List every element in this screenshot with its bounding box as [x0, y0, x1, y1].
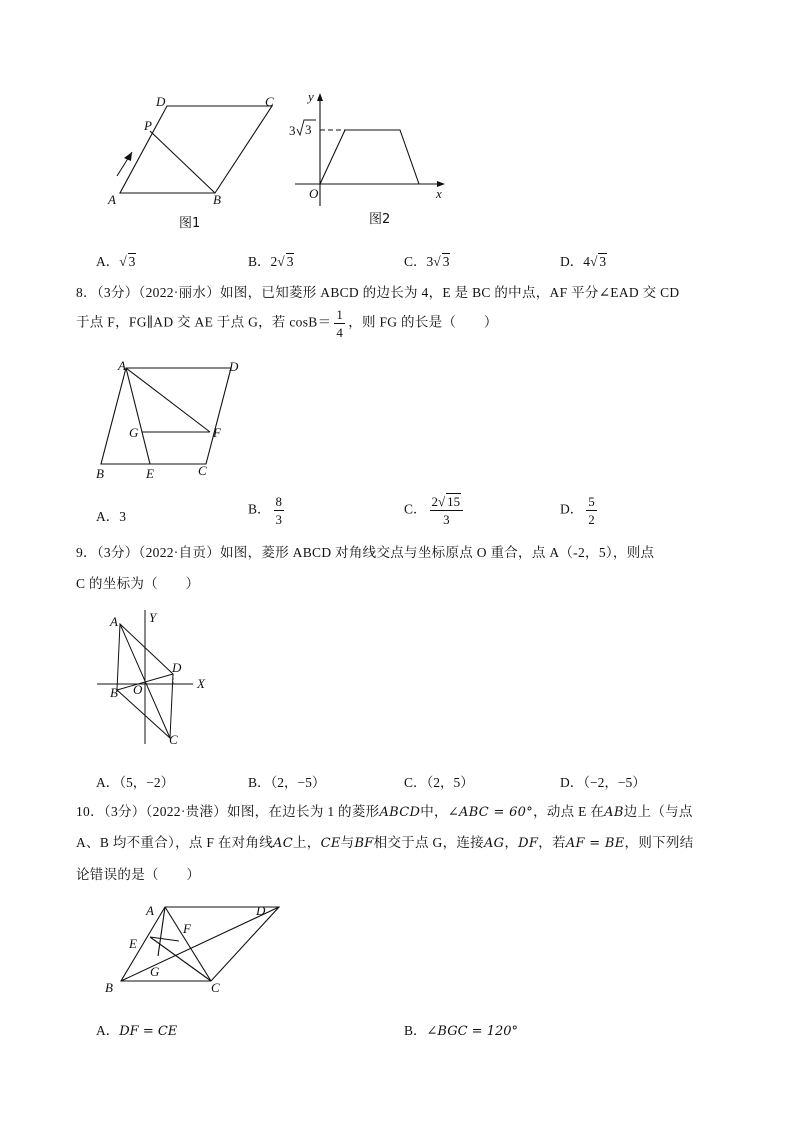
q10-stem-text: ，若: [538, 835, 566, 850]
q10-label-D: D: [256, 903, 266, 918]
fig2-label-O: O: [309, 186, 319, 201]
fig2-label-y: y: [308, 89, 314, 104]
q9-label-C: C: [169, 732, 178, 747]
q9-stem-line1: 9．（3分）（2022·自贡）如图，菱形 ABCD 对角线交点与坐标原点 O 重合，点 A（-2，5），则点: [76, 545, 655, 560]
fraction-numerator: 1: [336, 307, 344, 322]
q10-figure: [98, 895, 288, 1000]
q9-option-b[interactable]: B．（2，−5）: [248, 775, 326, 790]
fig2-caption: 图2: [369, 212, 391, 227]
coefficient: 3: [426, 254, 434, 269]
option-prefix: C．: [404, 254, 427, 269]
fraction-denominator: 3: [275, 512, 283, 527]
q8-stem-line1: 8．（3分）（2022·丽水）如图，已知菱形 ABCD 的边长为 4，E 是 BC 的中点，AF 平分∠EAD 交 CD: [76, 285, 680, 300]
q7-option-a[interactable]: [96, 250, 136, 270]
q10-stem-text: ，: [504, 835, 519, 850]
q10-label-E: E: [129, 936, 137, 951]
q8-label-G: G: [129, 425, 139, 440]
fig1-label-A: A: [108, 192, 116, 207]
q10-label-F: F: [183, 921, 191, 936]
q8-stem-text: 于点 F，FG∥AD 交 AE 于点 G，若 cosB＝: [76, 314, 332, 330]
q8-option-c[interactable]: [404, 495, 466, 526]
q8-figure: [88, 356, 258, 486]
q9-option-d[interactable]: D．（−2，−5）: [560, 775, 646, 790]
fraction-numerator: 8: [275, 494, 283, 509]
fraction-denominator: 3: [443, 512, 450, 527]
fig2-label-x: x: [436, 186, 442, 201]
q9-label-A: A: [110, 614, 118, 629]
fig1-caption: 图1: [179, 216, 201, 231]
fraction-numerator: [430, 495, 464, 511]
math-expression: AB: [604, 805, 624, 820]
q7-option-b[interactable]: [248, 250, 294, 270]
q9-label-D: D: [172, 660, 182, 675]
q8-label-E: E: [146, 466, 154, 481]
q10-label-C: C: [211, 980, 220, 995]
option-prefix: A．: [96, 254, 120, 269]
sqrt-symbol: √ 15: [438, 494, 461, 509]
q8-fraction: [334, 308, 345, 339]
coefficient: 4: [583, 254, 590, 269]
q8-label-A: A: [118, 358, 126, 373]
q10-stem-text: 上，: [292, 835, 321, 850]
q8-option-a[interactable]: A．3: [96, 509, 126, 524]
q10-stem-text: 边上（与点: [623, 804, 693, 819]
radicand: 3: [128, 254, 136, 269]
sqrt-symbol: √ 3: [119, 254, 136, 269]
q10-label-A: A: [146, 903, 154, 918]
q7-option-c[interactable]: [404, 250, 450, 270]
fig1-label-D: D: [156, 94, 166, 109]
radicand: 3: [286, 254, 294, 269]
q10-stem-text: 相交于点 G，连接: [373, 835, 484, 850]
math-expression: CE: [320, 836, 341, 851]
option-prefix: B．: [248, 501, 271, 517]
radicand: 3: [599, 254, 607, 269]
q10-stem-text: 10．（3分）（2022·贵港）如图，在边长为 1 的菱形: [76, 804, 380, 819]
math-expression: ABCD: [379, 805, 421, 820]
fig2-ylabel-coef: 3: [289, 123, 296, 138]
sqrt-symbol: √ 3: [277, 254, 294, 269]
math-expression: DF: [518, 836, 539, 851]
coefficient: 2: [270, 254, 278, 269]
q10-option-b[interactable]: [404, 1019, 518, 1039]
q9-label-O: O: [133, 682, 143, 697]
fraction-denominator: 4: [336, 325, 344, 340]
math-expression: AF = BE: [565, 836, 625, 851]
q10-stem-text: ，则下列结: [624, 835, 694, 850]
q9-option-c[interactable]: C．（2，5）: [404, 775, 474, 790]
fig1-label-B: B: [213, 192, 221, 207]
q10-stem-text: 中，: [420, 804, 448, 819]
q9-stem-line2: C 的坐标为（ ）: [76, 576, 200, 591]
math-expression: AC: [273, 836, 293, 851]
q10-stem-text: ，动点 E 在: [533, 804, 605, 819]
fraction-denominator: 2: [588, 512, 595, 527]
q9-label-B: B: [110, 685, 118, 700]
q9-option-a[interactable]: A．（5，−2）: [96, 775, 175, 790]
q10-stem-text: 与: [340, 835, 355, 850]
sqrt-symbol: √ 3: [433, 254, 450, 269]
option-prefix: D．: [560, 254, 584, 269]
fraction: [586, 495, 597, 526]
math-expression: DF = CE: [119, 1024, 178, 1039]
q9-figure: [95, 608, 220, 748]
fraction-numerator: 5: [588, 494, 595, 509]
fig2-ylabel-rad: 3: [305, 122, 312, 137]
q8-label-F: F: [213, 425, 221, 440]
q8-option-d[interactable]: [560, 495, 600, 526]
q10-stem-line1: [76, 800, 693, 820]
fraction: [274, 495, 285, 526]
q10-stem-text: A、B 均不重合），点 F 在对角线: [76, 835, 274, 850]
q7-option-d[interactable]: [560, 250, 607, 270]
radicand: 15: [447, 494, 461, 509]
fig1-label-P: P: [144, 118, 152, 133]
math-expression: AG: [483, 836, 505, 851]
option-prefix: B．: [404, 1023, 427, 1038]
q7-figure-1: [100, 88, 290, 233]
option-prefix: D．: [560, 501, 584, 517]
q8-stem-line2: [76, 308, 498, 339]
q8-label-D: D: [229, 359, 239, 374]
q10-stem-line2: [76, 831, 694, 851]
q8-label-C: C: [198, 463, 207, 478]
q7-figure-2: [285, 88, 465, 233]
math-expression: ∠BGC = 120°: [426, 1024, 519, 1039]
q9-label-X: X: [197, 676, 205, 691]
math-expression: BF: [354, 836, 374, 851]
option-prefix: B．: [248, 254, 271, 269]
option-prefix: A．: [96, 1023, 120, 1038]
coefficient: 2: [431, 494, 439, 509]
q9-label-Y: Y: [149, 610, 157, 625]
q10-stem-line3: 论错误的是（ ）: [76, 867, 201, 882]
q8-option-b[interactable]: [248, 495, 287, 526]
sqrt-symbol: √ 3: [590, 254, 607, 269]
q10-option-a[interactable]: [96, 1019, 177, 1039]
option-prefix: C．: [404, 501, 427, 517]
fig1-label-C: C: [265, 94, 274, 109]
q8-label-B: B: [96, 466, 104, 481]
q10-label-G: G: [150, 964, 160, 979]
q10-label-B: B: [105, 980, 113, 995]
radicand: 3: [442, 254, 450, 269]
fraction: [430, 495, 464, 526]
math-expression: ∠ABC = 60°: [447, 805, 534, 820]
q8-stem-text: ，则 FG 的长是（ ）: [348, 314, 498, 330]
